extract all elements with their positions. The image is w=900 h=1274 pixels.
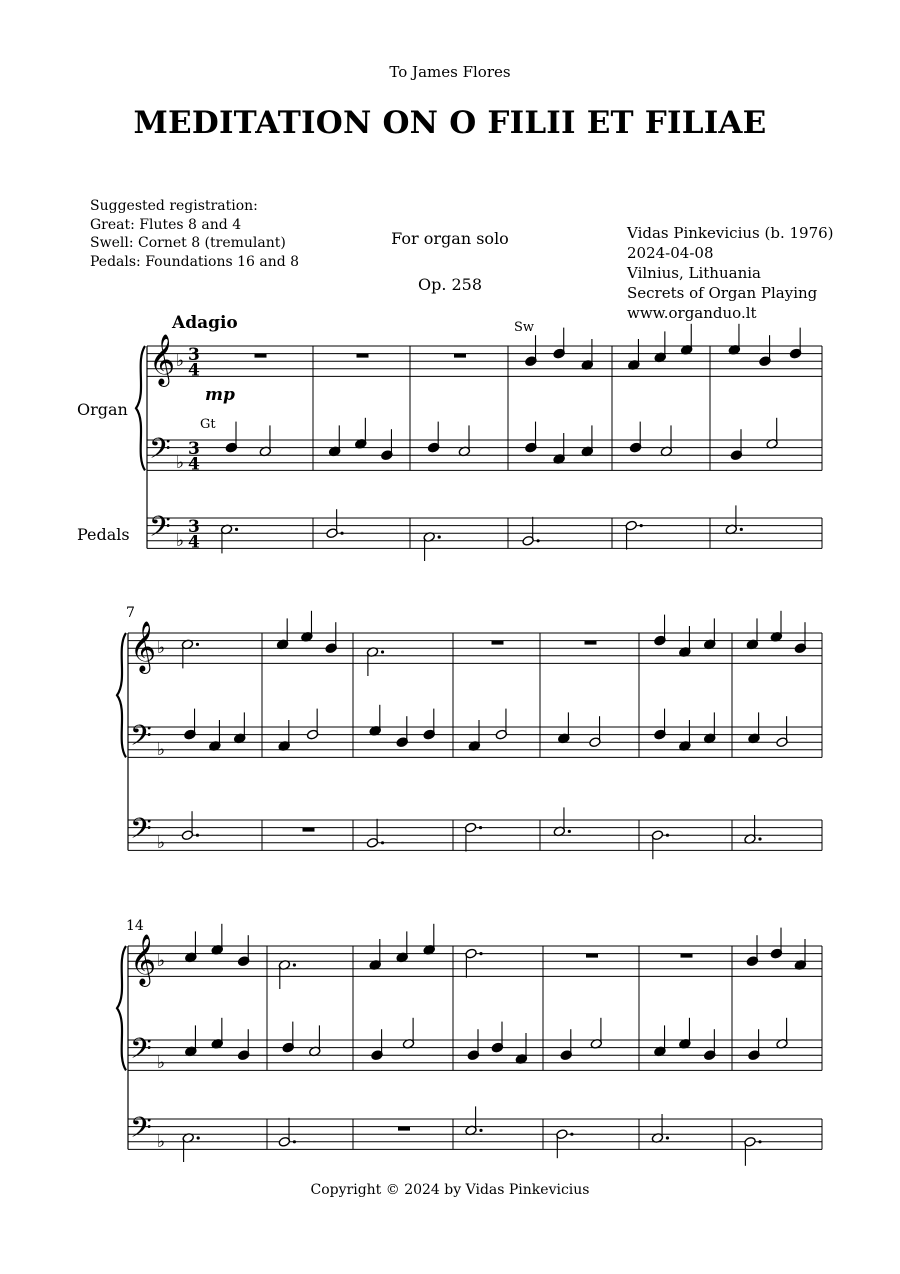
whole-rest <box>357 354 369 358</box>
whole-rest <box>255 354 267 358</box>
bass-clef-icon: 𝄢 <box>149 510 171 551</box>
score-notation <box>77 313 822 1166</box>
dot <box>479 826 482 829</box>
dot <box>197 1136 200 1139</box>
registration-line: Great: Flutes 8 and 4 <box>90 216 242 233</box>
measure-number: 14 <box>126 918 144 934</box>
instrumentation-text: For organ solo <box>391 229 509 248</box>
key-flat-icon: ♭ <box>157 1052 166 1073</box>
dot <box>196 834 199 837</box>
key-flat-icon: ♭ <box>157 832 166 853</box>
treble-clef-icon: 𝄞 <box>130 934 157 986</box>
brace-icon <box>117 946 126 1070</box>
dot <box>640 524 643 527</box>
tempo-marking: Adagio <box>172 313 238 333</box>
whole-rest <box>681 954 693 958</box>
whole-rest <box>585 641 597 645</box>
instrument-label-organ: Organ <box>77 400 128 419</box>
key-flat-icon: ♭ <box>157 739 166 760</box>
registration-line: Pedals: Foundations 16 and 8 <box>90 253 300 270</box>
measure-number: 7 <box>126 605 135 621</box>
whole-rest <box>492 641 504 645</box>
whole-rest <box>398 1127 410 1131</box>
brace-icon <box>117 633 126 757</box>
composer-line: Vilnius, Lithuania <box>627 264 761 282</box>
dot <box>381 841 384 844</box>
dynamic-marking: mp <box>205 385 235 405</box>
piece-title: MEDITATION ON O FILII ET FILIAE <box>133 105 767 141</box>
dot <box>479 1129 482 1132</box>
dot <box>381 650 384 653</box>
registration-line: Suggested registration: <box>90 198 258 214</box>
dot <box>340 532 343 535</box>
bass-clef-icon: 𝄢 <box>130 1111 152 1152</box>
dot <box>293 963 296 966</box>
key-flat-icon: ♭ <box>176 530 185 551</box>
registration-line: Swell: Cornet 8 (tremulant) <box>90 235 286 251</box>
manual-swell-label: Sw <box>514 320 535 335</box>
dedication: To James Flores <box>389 63 511 81</box>
whole-rest <box>303 828 315 832</box>
composer-line: 2024-04-08 <box>627 244 714 262</box>
dot <box>537 539 540 542</box>
key-flat-icon: ♭ <box>176 452 185 473</box>
dot <box>758 1140 761 1143</box>
composer-line: Secrets of Organ Playing <box>627 284 818 302</box>
copyright-notice: Copyright © 2024 by Vidas Pinkevicius <box>310 1182 590 1198</box>
treble-clef-icon: 𝄞 <box>149 334 176 386</box>
key-flat-icon: ♭ <box>176 351 185 372</box>
bass-clef-icon: 𝄢 <box>130 719 152 760</box>
dot <box>293 1140 296 1143</box>
dot <box>758 837 761 840</box>
time-signature-numerator: 3 <box>188 517 200 538</box>
treble-clef-icon: 𝄞 <box>130 621 157 673</box>
manual-great-label: Gt <box>200 417 216 432</box>
key-flat-icon: ♭ <box>157 1131 166 1152</box>
dot <box>438 535 441 538</box>
time-signature-denominator: 4 <box>188 454 200 475</box>
brace-icon <box>136 346 145 470</box>
time-signature-denominator: 4 <box>188 360 200 381</box>
key-flat-icon: ♭ <box>157 951 166 972</box>
instrument-label-pedals: Pedals <box>77 525 130 544</box>
dot <box>740 528 743 531</box>
dot <box>479 952 482 955</box>
whole-rest <box>454 354 466 358</box>
bass-clef-icon: 𝄢 <box>130 812 152 853</box>
dot <box>235 528 238 531</box>
whole-rest <box>586 954 598 958</box>
bass-clef-icon: 𝄢 <box>130 1032 152 1073</box>
dot <box>570 1133 573 1136</box>
dot <box>196 643 199 646</box>
dot <box>666 834 669 837</box>
dot <box>568 830 571 833</box>
composer-line: Vidas Pinkevicius (b. 1976) <box>627 224 834 242</box>
bass-clef-icon: 𝄢 <box>149 432 171 473</box>
time-signature-numerator: 3 <box>188 345 200 366</box>
time-signature-numerator: 3 <box>188 439 200 460</box>
key-flat-icon: ♭ <box>157 638 166 659</box>
dot <box>666 1136 669 1139</box>
opus-number: Op. 258 <box>417 275 483 294</box>
composer-line: www.organduo.lt <box>627 304 757 322</box>
time-signature-denominator: 4 <box>188 532 200 553</box>
